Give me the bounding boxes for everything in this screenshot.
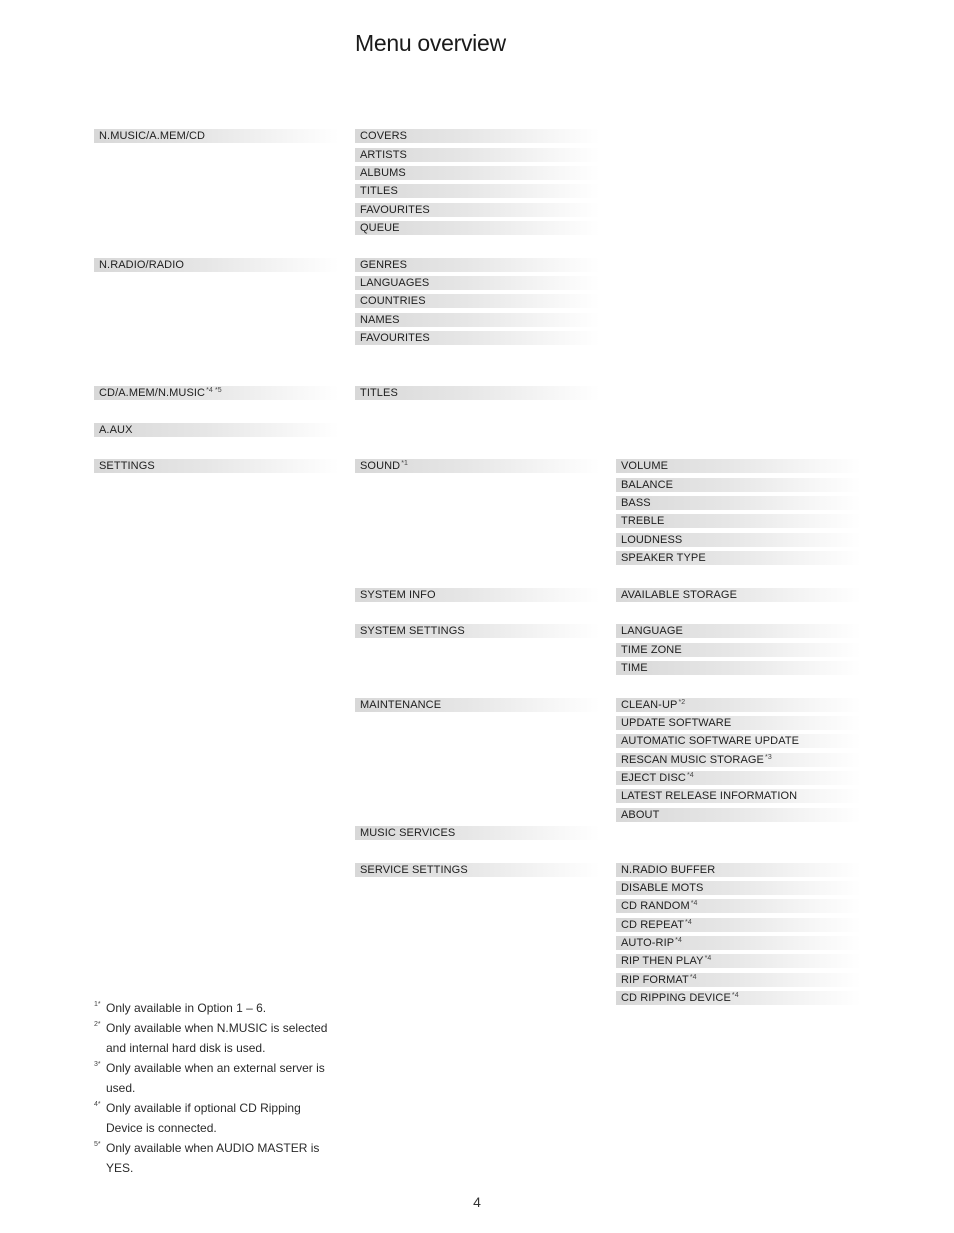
page-title: Menu overview <box>355 30 506 56</box>
menu-item-label: TITLES <box>360 185 398 197</box>
menu-item-cd-a-mem-n-music <box>94 386 339 400</box>
option-item-auto-rip <box>616 936 861 950</box>
menu-item-label: LATEST RELEASE INFORMATION <box>621 790 798 802</box>
submenu-item-languages <box>355 276 600 290</box>
footnote-ref: *4 <box>685 919 692 926</box>
footnote-mark: 2* <box>94 1021 101 1028</box>
footnote-ref: *4 <box>704 955 712 962</box>
footnote <box>94 998 334 1018</box>
menu-item-n-music-a-mem-cd <box>94 129 339 143</box>
footnote-mark: 4* <box>94 1101 101 1108</box>
menu-item-label: ABOUT <box>621 809 660 821</box>
option-item-rip-then-play <box>616 954 861 968</box>
option-item-balance <box>616 478 861 492</box>
submenu-item-favourites <box>355 203 600 217</box>
submenu-item-service-settings <box>355 863 600 877</box>
menu-item-label: VOLUME <box>621 460 669 472</box>
option-item-cd-ripping-device <box>616 991 861 1005</box>
option-item-bass <box>616 496 861 510</box>
menu-item-settings <box>94 459 339 473</box>
footnote-mark: 1* <box>94 1001 101 1008</box>
footnote-ref: *4 <box>675 937 682 944</box>
option-item-automatic-software-update <box>616 734 861 748</box>
menu-item-label: ARTISTS <box>360 149 407 161</box>
footnote <box>94 1098 334 1138</box>
footnotes <box>94 998 334 1178</box>
footnote-text: Only available in Option 1 – 6. <box>106 1001 267 1015</box>
menu-item-label: SETTINGS <box>99 460 155 472</box>
menu-item-label: LOUDNESS <box>621 534 683 546</box>
option-item-language <box>616 624 861 638</box>
footnote-ref: *3 <box>765 754 772 761</box>
menu-item-label: ALBUMS <box>360 167 406 179</box>
footnote-text: Only available when AUDIO MASTER is YES. <box>106 1141 320 1175</box>
footnote-ref: *4 <box>731 992 739 999</box>
submenu-item-titles-cd <box>355 386 600 400</box>
menu-item-label: LANGUAGE <box>621 625 683 637</box>
menu-item-label: AUTOMATIC SOFTWARE UPDATE <box>621 735 800 747</box>
menu-item-label: TIME <box>621 662 648 674</box>
submenu-item-favourites-radio <box>355 331 600 345</box>
menu-item-label: SYSTEM SETTINGS <box>360 625 465 637</box>
submenu-item-sound <box>355 459 600 473</box>
menu-item-a-aux <box>94 423 339 437</box>
footnote-text: Only available if optional CD Ripping Device is connected. <box>106 1101 301 1135</box>
footnote-ref: *1 <box>401 460 409 467</box>
page-number: 4 <box>473 1194 481 1210</box>
footnote-ref: *2 <box>678 699 686 706</box>
option-item-loudness <box>616 533 861 547</box>
menu-item-label: SOUND <box>360 460 401 472</box>
footnote-ref: *4 <box>689 974 697 981</box>
option-item-treble <box>616 514 861 528</box>
menu-item-label: AUTO-RIP <box>621 937 675 949</box>
submenu-item-names <box>355 313 600 327</box>
menu-item-label: FAVOURITES <box>360 204 430 216</box>
menu-item-label: RESCAN MUSIC STORAGE <box>621 754 764 766</box>
menu-item-n-radio-radio <box>94 258 339 272</box>
menu-item-label: N.RADIO/RADIO <box>99 259 185 271</box>
menu-item-label: DISABLE MOTS <box>621 882 704 894</box>
menu-item-label: TREBLE <box>621 515 665 527</box>
menu-item-label: SYSTEM INFO <box>360 589 436 601</box>
option-item-available-storage <box>616 588 861 602</box>
option-item-n-radio-buffer <box>616 863 861 877</box>
option-item-clean-up <box>616 698 861 712</box>
submenu-item-system-info <box>355 588 600 602</box>
menu-item-label: QUEUE <box>360 222 400 234</box>
menu-item-label: TITLES <box>360 387 398 399</box>
footnote-text: Only available when N.MUSIC is selected and internal hard disk is used. <box>106 1021 328 1055</box>
menu-item-label: EJECT DISC <box>621 772 686 784</box>
footnote-mark: 3* <box>94 1061 101 1068</box>
submenu-item-artists <box>355 148 600 162</box>
menu-item-label: N.MUSIC/A.MEM/CD <box>99 130 206 142</box>
footnote <box>94 1138 334 1178</box>
submenu-item-albums <box>355 166 600 180</box>
menu-item-label: MAINTENANCE <box>360 699 442 711</box>
menu-item-label: UPDATE SOFTWARE <box>621 717 732 729</box>
option-item-update-software <box>616 716 861 730</box>
menu-item-label: CD/A.MEM/N.MUSIC <box>99 387 206 399</box>
menu-item-label: BALANCE <box>621 479 674 491</box>
menu-item-label: SPEAKER TYPE <box>621 552 706 564</box>
submenu-item-queue <box>355 221 600 235</box>
submenu-item-maintenance <box>355 698 600 712</box>
footnote-ref: *4 <box>686 772 694 779</box>
submenu-item-music-services <box>355 826 600 840</box>
footnote-ref: *4 <box>690 900 698 907</box>
menu-item-label: RIP THEN PLAY <box>621 955 704 967</box>
option-item-time <box>616 661 861 675</box>
submenu-item-system-settings <box>355 624 600 638</box>
menu-item-label: N.RADIO BUFFER <box>621 864 716 876</box>
menu-item-label: MUSIC SERVICES <box>360 827 456 839</box>
option-item-latest-release-information <box>616 789 861 803</box>
menu-item-label: FAVOURITES <box>360 332 430 344</box>
menu-item-label: LANGUAGES <box>360 277 430 289</box>
footnote-ref: *4 *5 <box>206 387 222 394</box>
submenu-item-genres <box>355 258 600 272</box>
submenu-item-titles <box>355 184 600 198</box>
submenu-item-covers <box>355 129 600 143</box>
menu-item-label: BASS <box>621 497 651 509</box>
menu-item-label: TIME ZONE <box>621 644 682 656</box>
option-item-speaker-type <box>616 551 861 565</box>
menu-item-label: CD RANDOM <box>621 900 690 912</box>
menu-item-label: CD RIPPING DEVICE <box>621 992 731 1004</box>
option-item-disable-mots <box>616 881 861 895</box>
menu-item-label: AVAILABLE STORAGE <box>621 589 738 601</box>
option-item-volume <box>616 459 861 473</box>
menu-item-label: CLEAN-UP <box>621 699 678 711</box>
menu-item-label: SERVICE SETTINGS <box>360 864 468 876</box>
menu-item-label: RIP FORMAT <box>621 974 689 986</box>
menu-item-label: COUNTRIES <box>360 295 426 307</box>
footnote-mark: 5* <box>94 1141 101 1148</box>
option-item-time-zone <box>616 643 861 657</box>
submenu-item-countries <box>355 294 600 308</box>
footnote <box>94 1018 334 1058</box>
menu-item-label: A.AUX <box>99 424 133 436</box>
menu-item-label: NAMES <box>360 314 400 326</box>
option-item-rip-format <box>616 973 861 987</box>
menu-item-label: GENRES <box>360 259 408 271</box>
menu-item-label: CD REPEAT <box>621 919 685 931</box>
option-item-rescan-music-storage <box>616 753 861 767</box>
footnote-text: Only available when an external server is used. <box>106 1061 325 1095</box>
menu-item-label: COVERS <box>360 130 408 142</box>
option-item-eject-disc <box>616 771 861 785</box>
option-item-cd-random <box>616 899 861 913</box>
option-item-cd-repeat <box>616 918 861 932</box>
footnote <box>94 1058 334 1098</box>
option-item-about <box>616 808 861 822</box>
